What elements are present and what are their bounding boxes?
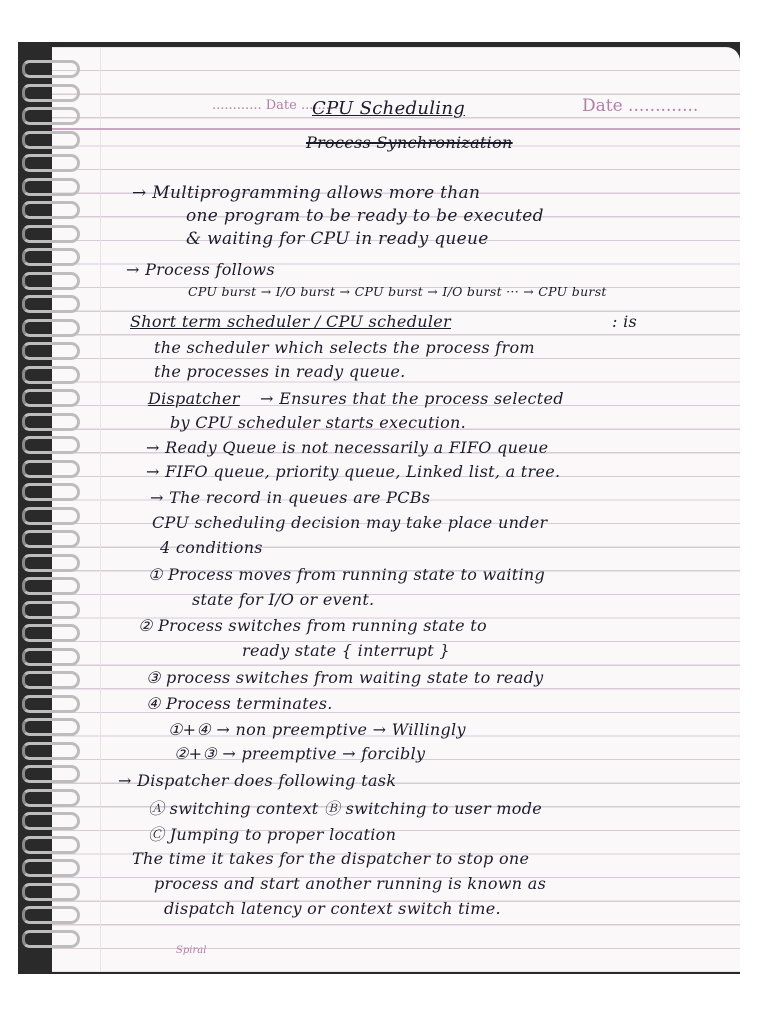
note-line-10: by CPU scheduler starts execution. bbox=[170, 413, 467, 432]
note-line-7: the scheduler which selects the process from bbox=[154, 338, 535, 357]
note-line-2: one program to be ready to be executed bbox=[186, 206, 544, 226]
spiral-coil bbox=[22, 178, 80, 196]
spiral-coil bbox=[22, 413, 80, 431]
note-line-29: dispatch latency or context switch time. bbox=[164, 899, 501, 918]
note-line-13: → The record in queues are PCBs bbox=[150, 488, 431, 507]
spiral-coil bbox=[22, 272, 80, 290]
spiral-coil bbox=[22, 836, 80, 854]
note-line-12: → FIFO queue, priority queue, Linked list, a tree. bbox=[146, 462, 561, 481]
note-title: CPU Scheduling bbox=[312, 98, 466, 119]
note-line-21: ④ Process terminates. bbox=[146, 694, 333, 713]
note-line-11: → Ready Queue is not necessarily a FIFO queue bbox=[146, 438, 549, 457]
spiral-coil bbox=[22, 60, 80, 78]
note-line-25: Ⓐ switching context Ⓑ switching to user mode bbox=[148, 799, 543, 818]
spiral-coil bbox=[22, 765, 80, 783]
note-line-6-term: Short term scheduler / CPU scheduler bbox=[130, 312, 451, 331]
spiral-coil bbox=[22, 930, 80, 948]
note-line-23: ②+③ → preemptive → forcibly bbox=[174, 744, 426, 763]
spiral-coil bbox=[22, 225, 80, 243]
note-line-1: → Multiprogramming allows more than bbox=[132, 183, 481, 203]
note-line-8: the processes in ready queue. bbox=[154, 362, 406, 381]
spiral-coil bbox=[22, 436, 80, 454]
spiral-coil bbox=[22, 342, 80, 360]
spiral-coil bbox=[22, 648, 80, 666]
spiral-coil bbox=[22, 695, 80, 713]
note-line-6-rest: : is bbox=[612, 312, 638, 331]
note-line-19: ready state { interrupt } bbox=[242, 641, 450, 660]
note-line-14: CPU scheduling decision may take place under bbox=[152, 513, 548, 532]
brand-date-left: ............ Date .......... bbox=[212, 98, 343, 113]
spiral-coil bbox=[22, 601, 80, 619]
spiral-coil bbox=[22, 483, 80, 501]
note-line-17: state for I/O or event. bbox=[192, 590, 375, 609]
spiral-coil bbox=[22, 554, 80, 572]
spiral-coil bbox=[22, 883, 80, 901]
note-line-3: & waiting for CPU in ready queue bbox=[186, 229, 489, 249]
spiral-coil bbox=[22, 389, 80, 407]
spiral-coil bbox=[22, 460, 80, 478]
note-subtitle-struck: Process Synchronization bbox=[306, 133, 513, 152]
spiral-coil bbox=[22, 248, 80, 266]
spiral-coil bbox=[22, 319, 80, 337]
spiral-coil bbox=[22, 295, 80, 313]
spiral-coil bbox=[22, 859, 80, 877]
note-line-18: ② Process switches from running state to bbox=[138, 616, 487, 635]
spiral-coil bbox=[22, 789, 80, 807]
spiral-coil bbox=[22, 718, 80, 736]
note-line-5: CPU burst → I/O burst → CPU burst → I/O burst ··· → CPU burst bbox=[188, 284, 607, 299]
spiral-coil bbox=[22, 366, 80, 384]
spiral-coil bbox=[22, 624, 80, 642]
spiral-coil bbox=[22, 530, 80, 548]
note-line-28: process and start another running is known as bbox=[154, 874, 547, 893]
note-line-24: → Dispatcher does following task bbox=[118, 771, 397, 790]
spiral-binding bbox=[22, 60, 82, 960]
spiral-coil bbox=[22, 84, 80, 102]
spiral-coil bbox=[22, 671, 80, 689]
note-line-26: Ⓒ Jumping to proper location bbox=[148, 825, 397, 844]
note-line-20: ③ process switches from waiting state to ready bbox=[146, 668, 544, 687]
note-line-9-rest: → Ensures that the process selected bbox=[260, 389, 564, 408]
page-margin-line bbox=[100, 47, 101, 972]
note-line-16: ① Process moves from running state to waiting bbox=[148, 565, 546, 584]
note-line-9-term: Dispatcher bbox=[148, 389, 240, 408]
spiral-brand-logo: Spiral bbox=[176, 945, 207, 956]
spiral-coil bbox=[22, 906, 80, 924]
note-line-27: The time it takes for the dispatcher to stop one bbox=[132, 849, 530, 868]
note-line-15: 4 conditions bbox=[160, 538, 263, 557]
spiral-coil bbox=[22, 507, 80, 525]
brand-date-field: Date ............. bbox=[582, 96, 699, 116]
spiral-coil bbox=[22, 742, 80, 760]
spiral-coil bbox=[22, 201, 80, 219]
spiral-coil bbox=[22, 131, 80, 149]
spiral-coil bbox=[22, 577, 80, 595]
spiral-coil bbox=[22, 154, 80, 172]
spiral-coil bbox=[22, 107, 80, 125]
note-line-4: → Process follows bbox=[126, 260, 275, 279]
note-line-22: ①+④ → non preemptive → Willingly bbox=[168, 720, 466, 739]
page-header-line bbox=[52, 128, 740, 130]
spiral-coil bbox=[22, 812, 80, 830]
